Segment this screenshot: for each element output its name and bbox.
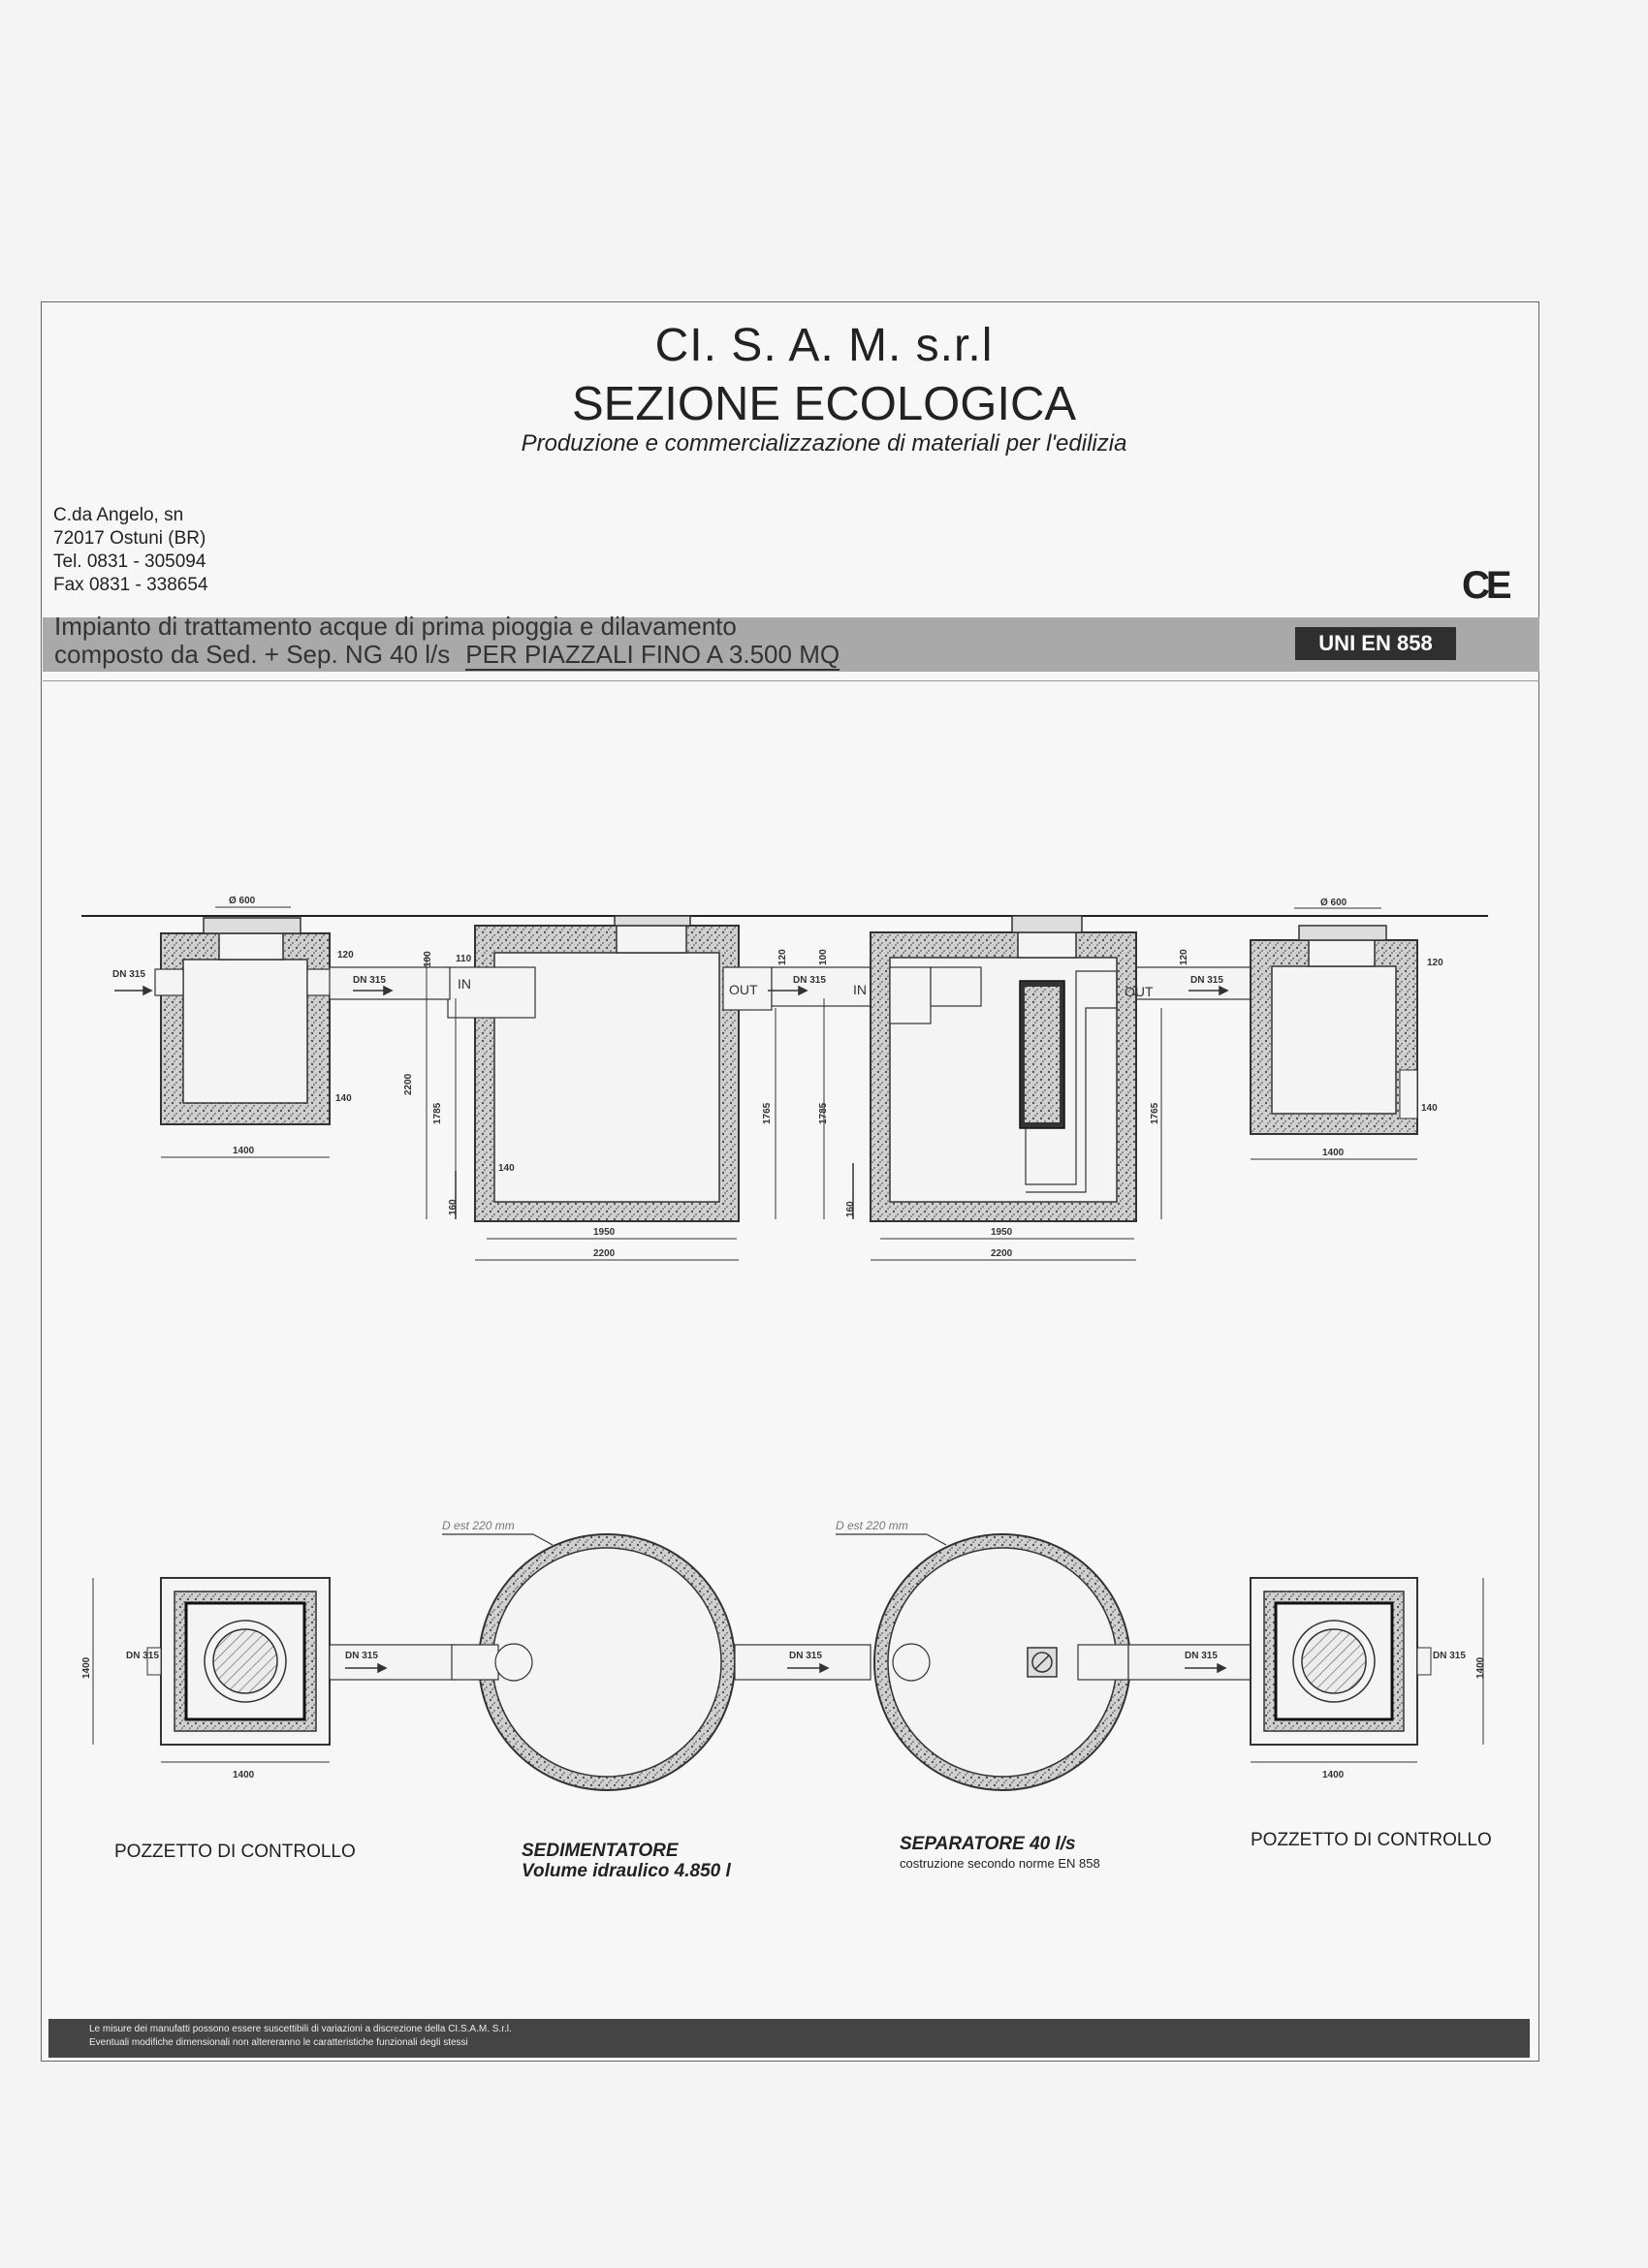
company-name: CI. S. A. M. s.r.l [654, 320, 994, 371]
dim-100-a: 100 [423, 951, 433, 967]
dim-dn315-c: DN 315 [793, 975, 826, 986]
dim-1950-b: 1950 [991, 1227, 1013, 1238]
dim-dn315-a: DN 315 [112, 969, 145, 980]
dim-140-c: 140 [1421, 1103, 1438, 1114]
ce-mark: CE [1462, 564, 1508, 607]
dim-2200-b: 2200 [991, 1248, 1013, 1259]
dim-d600-right: Ø 600 [1320, 898, 1347, 908]
separatore-section [871, 916, 1136, 1260]
dim-2200-a: 2200 [593, 1248, 616, 1259]
norm-badge: UNI EN 858 [1295, 627, 1456, 660]
address-city: 72017 Ostuni (BR) [53, 528, 206, 549]
label-in-sep: IN [853, 982, 867, 997]
dim-1765-b: 1765 [1150, 1102, 1160, 1124]
section-title: SEZIONE ECOLOGICA [571, 378, 1077, 430]
dim-1400-v-left: 1400 [81, 1656, 92, 1679]
label-sedimentatore: SEDIMENTATORE [522, 1841, 679, 1861]
dim-1400-a: 1400 [233, 1146, 255, 1156]
dim-1400-d: 1400 [1322, 1770, 1345, 1780]
dim-140-a: 140 [335, 1093, 352, 1104]
dim-120-c: 120 [777, 949, 788, 965]
dim-2200-v: 2200 [403, 1073, 414, 1095]
dim-dn315-e: DN 315 [345, 1651, 378, 1661]
label-pozzetto-right: POZZETTO DI CONTROLLO [1251, 1830, 1492, 1850]
label-sed-volume: Volume idraulico 4.850 l [522, 1861, 731, 1881]
dim-dn315-h: DN 315 [126, 1651, 159, 1661]
band-line-2-composition: composto da Sed. + Sep. NG 40 l/s [54, 640, 451, 669]
dim-160-b: 160 [845, 1201, 856, 1217]
address-street: C.da Angelo, sn [53, 505, 184, 525]
tagline: Produzione e commercializzazione di materiali per l'edilizia [521, 430, 1127, 457]
dim-d600-left: Ø 600 [229, 896, 256, 906]
label-pozzetto-left: POZZETTO DI CONTROLLO [114, 1842, 356, 1862]
band-line-1: Impianto di trattamento acque di prima pioggia e dilavamento [54, 612, 737, 641]
label-out-sed: OUT [729, 982, 758, 997]
label-sep-note: costruzione secondo norme EN 858 [900, 1856, 1100, 1871]
dim-dn315-f: DN 315 [789, 1651, 822, 1661]
dim-dn315-d: DN 315 [1190, 975, 1223, 986]
label-out-sep: OUT [1125, 984, 1154, 999]
dim-160-a: 160 [448, 1199, 459, 1215]
dim-1765-a: 1765 [762, 1102, 773, 1124]
right-pozzetto-plan [1251, 1578, 1483, 1762]
dim-120-b: 120 [1427, 958, 1443, 968]
dim-110: 110 [456, 954, 472, 964]
dim-1400-c: 1400 [233, 1770, 255, 1780]
footer-line-2: Eventuali modifiche dimensionali non altereranno le caratteristiche funzionali degli stessi [89, 2037, 468, 2048]
sedimentatore-section [448, 916, 772, 1260]
label-dest-sep: D est 220 mm [836, 1519, 908, 1532]
label-in-sed: IN [458, 976, 471, 992]
dim-1400-b: 1400 [1322, 1148, 1345, 1158]
dim-dn315-i: DN 315 [1433, 1651, 1466, 1661]
left-pozzetto-section [155, 907, 336, 1157]
address-fax: Fax 0831 - 338654 [53, 575, 208, 595]
label-separatore: SEPARATORE 40 l/s [900, 1834, 1076, 1854]
dim-1785-a: 1785 [432, 1102, 443, 1124]
dim-120-a: 120 [337, 950, 354, 961]
sedimentatore-plan [442, 1534, 735, 1790]
dim-140-b: 140 [498, 1163, 515, 1174]
dim-dn315-g: DN 315 [1185, 1651, 1218, 1661]
dim-100-b: 100 [818, 949, 829, 965]
label-dest-sed: D est 220 mm [442, 1519, 515, 1532]
pipe-1 [330, 967, 450, 999]
dim-dn315-b: DN 315 [353, 975, 386, 986]
dim-1950-a: 1950 [593, 1227, 616, 1238]
left-pozzetto-plan [93, 1578, 330, 1762]
band-line-2-area: PER PIAZZALI FINO A 3.500 MQ [465, 640, 840, 669]
dim-120-d: 120 [1179, 949, 1189, 965]
separatore-plan [836, 1534, 1130, 1790]
right-pozzetto-section [1251, 908, 1417, 1159]
dim-1785-b: 1785 [818, 1102, 829, 1124]
dim-1400-v-right: 1400 [1475, 1656, 1486, 1679]
footer-line-1: Le misure dei manufatti possono essere suscettibili di variazioni a discrezione della CI.S.A.M. S.r.l. [89, 2024, 512, 2034]
address-phone: Tel. 0831 - 305094 [53, 551, 206, 572]
